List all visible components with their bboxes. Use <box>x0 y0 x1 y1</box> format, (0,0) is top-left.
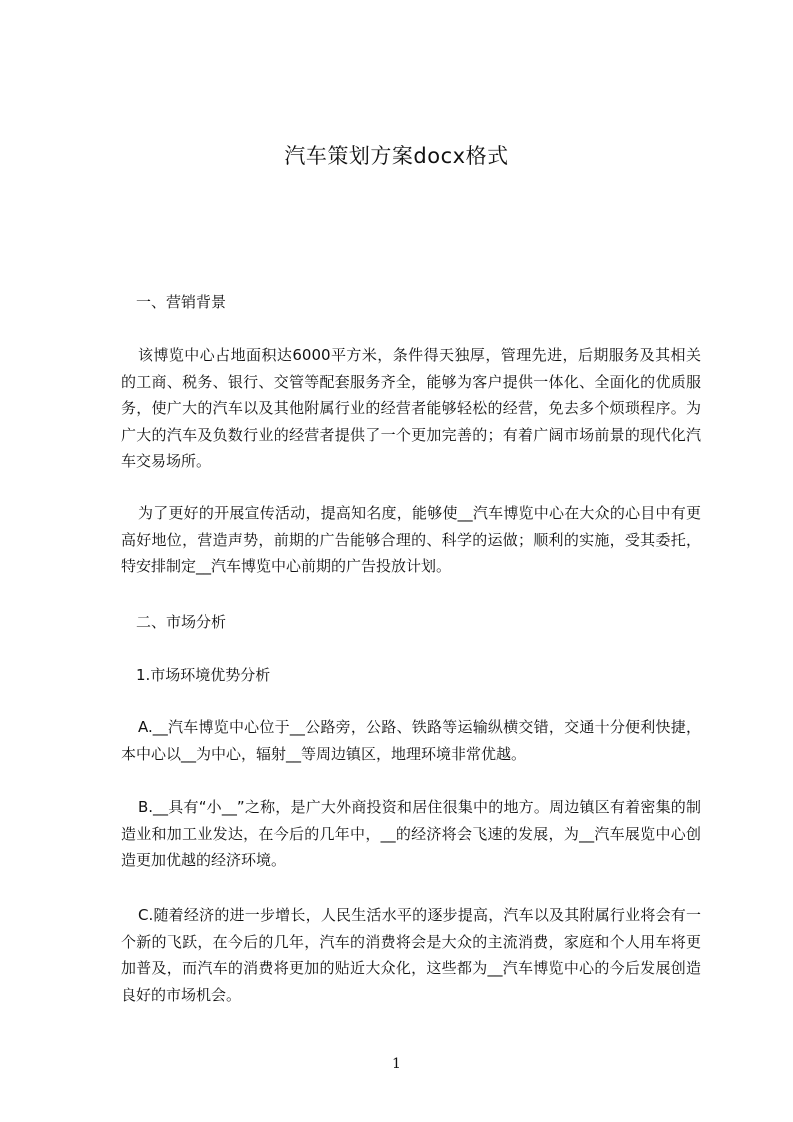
subsection-heading-environment-advantages: 1.市场环境优势分析 <box>136 666 271 684</box>
paragraph-venue-overview: 该博览中心占地面积达6000平方米，条件得天独厚，管理先进，后期服务及其相关的工商、税务、银行、交管等配套服务齐全，能够为客户提供一体化、全面化的优质服务，使广大的汽车以及其他附属行业的经营者能够轻松的经营，免去多个烦琐程序。为广大的汽车及负数行业的经营者提供了一个更加完善的；有着广阔市场前景的现代化汽车交易场所。 <box>121 346 701 470</box>
page-title: 汽车策划方案docx格式 <box>284 144 509 168</box>
section-heading-marketing-background: 一、营销背景 <box>136 293 227 311</box>
paragraph-point-b: B.__具有“小__”之称，是广大外商投资和居住很集中的地方。周边镇区有着密集的制造业和加工业发达，在今后的几年中，__的经济将会飞速的发展，为__汽车展览中心创造更加优越的经济环境。 <box>121 798 701 869</box>
paragraph-point-a: A.__汽车博览中心位于__公路旁，公路、铁路等运输纵横交错，交通十分便利快捷，本中心以__为中心，辐射__等周边镇区，地理环境非常优越。 <box>121 718 701 763</box>
paragraph-point-c: C.随着经济的进一步增长，人民生活水平的逐步提高，汽车以及其附属行业将会有一个新的飞跃，在今后的几年，汽车的消费将会是大众的主流消费，家庭和个人用车将更加普及，而汽车的消费将更加的贴近大众化，这些都为__汽车博览中心的今后发展创造良好的市场机会。 <box>121 906 701 1004</box>
paragraph-ad-plan-purpose: 为了更好的开展宣传活动，提高知名度，能够使__汽车博览中心在大众的心目中有更高好地位，营造声势，前期的广告能够合理的、科学的运做；顺利的实施，受其委托，特安排制定__汽车博览中心前期的广告投放计划。 <box>121 504 701 575</box>
page-number: 1 <box>392 1056 401 1072</box>
section-heading-market-analysis: 二、市场分析 <box>136 613 227 631</box>
